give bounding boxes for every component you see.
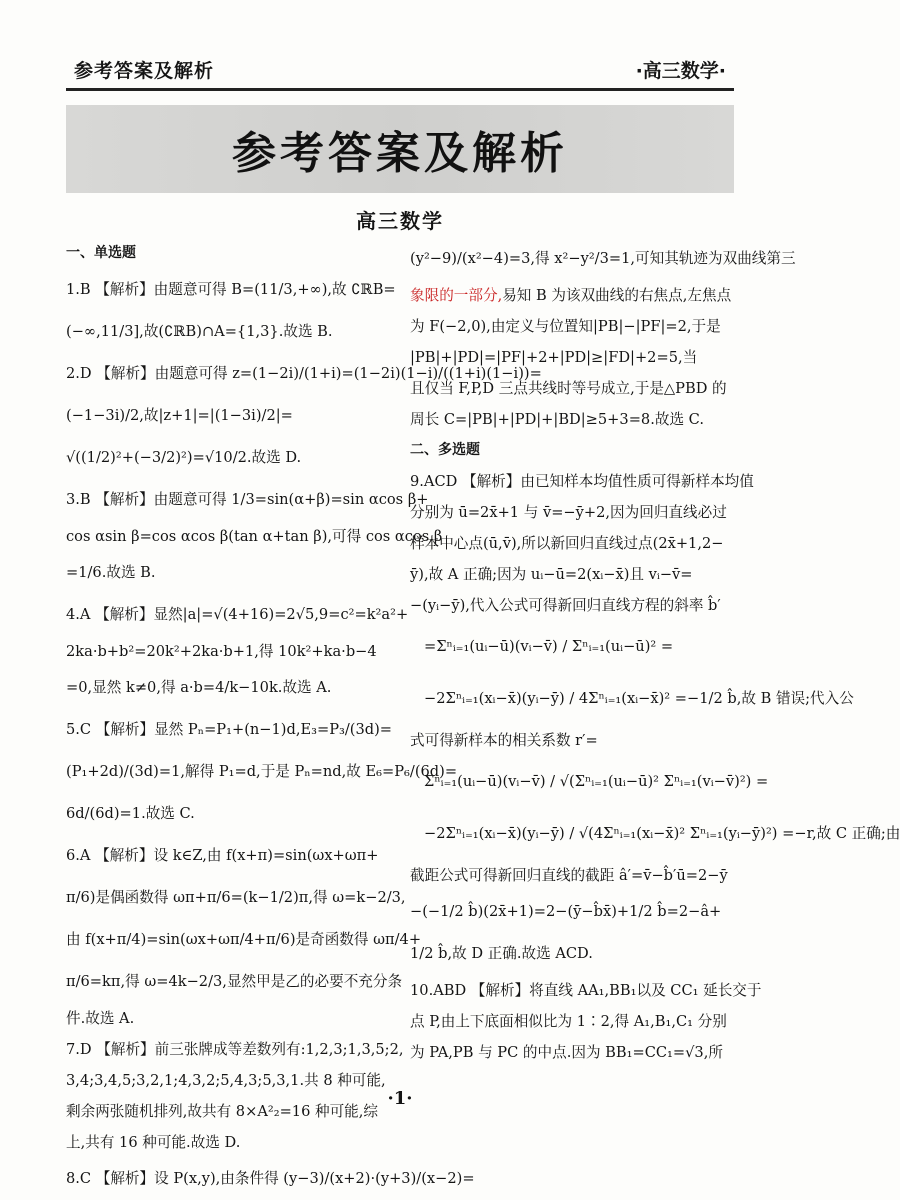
answer-line: 式可得新样本的相关系数 r′= (410, 732, 598, 749)
header-divider (66, 88, 734, 91)
header-title: 参考答案及解析 (74, 60, 215, 82)
formula-line: −2Σⁿᵢ₌₁(xᵢ−x̄)(yᵢ−ȳ) / 4Σⁿᵢ₌₁(xᵢ−x̄)² =−1/2 b̂,故 B 错误;代入公 (424, 690, 854, 707)
answer-line: 分别为 ū=2x̄+1 与 v̄=−ȳ+2,因为回归直线必过 (410, 504, 727, 521)
answer-q6 (66, 835, 422, 1034)
answer-line: 截距公式可得新回归直线的截距 â′=v̄−b̂′ū=2−ȳ (410, 867, 728, 884)
answer-line: π/6)是偶函数得 ωπ+π/6=(k−1/2)π,得 ω=k−2/3, (66, 889, 406, 906)
title-banner (66, 105, 734, 193)
answer-line: 由 f(x+π/4)=sin(ωx+ωπ/4+π/6)是奇函数得 ωπ/4+ (66, 931, 422, 948)
answer-line: 1/2 b̂,故 D 正确.故选 ACD. (410, 945, 593, 962)
answer-line: 6.A 【解析】设 k∈Z,由 f(x+π)=sin(ωx+ωπ+ (66, 847, 379, 864)
answer-line: 9.ACD 【解析】由已知样本均值性质可得新样本均值 (410, 473, 754, 490)
answer-q1 (66, 269, 396, 353)
answer-line: (P₁+2d)/(3d)=1,解得 P₁=d,于是 Pₙ=nd,故 E₆=P₆/(6d)= (66, 763, 458, 780)
answer-line: −(−1/2 b̂)(2x̄+1)=2−(ȳ−b̂x̄)+1/2 b̂=2−â+ (410, 903, 722, 920)
answer-line: 为 F(−2,0),由定义与位置知|PB|−|PF|=2,于是 (410, 318, 721, 335)
answer-line: 8.C 【解析】设 P(x,y),由条件得 (y−3)/(x+2)·(y+3)/(x−2)= (66, 1170, 475, 1187)
answer-line: 5.C 【解析】显然 Pₙ=P₁+(n−1)d,E₃=P₃/(3d)= (66, 721, 393, 738)
answer-q4 (66, 594, 409, 709)
page-number: ·1· (387, 1088, 413, 1109)
answer-q10 (410, 975, 762, 1068)
answer-line: 6d/(6d)=1.故选 C. (66, 805, 195, 822)
answer-line: 样本中心点(ū,v̄),所以新回归直线过点(2x̄+1,2− (410, 535, 724, 552)
section-heading-multi-choice: 二、多选题 (410, 442, 480, 458)
highlighted-phrase: 象限的一部分, (410, 287, 503, 304)
banner-title: 参考答案及解析 (232, 128, 568, 179)
answer-line: 2.D 【解析】由题意可得 z=(1−2i)/(1+i)=(1−2i)(1−i)/((1+i)(1−i))= (66, 365, 542, 382)
answer-line: 7.D 【解析】前三张牌成等差数列有:1,2,3;1,3,5;2, (66, 1041, 404, 1058)
subject-heading: 高三数学 (356, 209, 444, 233)
formula-line: Σⁿᵢ₌₁(uᵢ−ū)(vᵢ−v̄) / √(Σⁿᵢ₌₁(uᵢ−ū)² Σⁿᵢ₌₁(vᵢ−v̄)²) = (424, 773, 769, 790)
section-heading-single-choice: 一、单选题 (66, 245, 136, 261)
formula-line: =Σⁿᵢ₌₁(uᵢ−ū)(vᵢ−v̄) / Σⁿᵢ₌₁(uᵢ−ū)² = (424, 638, 674, 655)
answer-line: 点 P,由上下底面相似比为 1∶2,得 A₁,B₁,C₁ 分别 (410, 1013, 727, 1030)
answer-line: 上,共有 16 种可能.故选 D. (66, 1134, 241, 1151)
answer-line: 4.A 【解析】显然|a|=√(4+16)=2√5,9=c²=k²a²+ (66, 606, 409, 623)
answer-line: 3,4;3,4,5;3,2,1;4,3,2;5,4,3;5,3,1.共 8 种可能, (66, 1072, 386, 1089)
answer-line: 10.ABD 【解析】将直线 AA₁,BB₁以及 CC₁ 延长交于 (410, 982, 762, 999)
answer-line: 周长 C=|PB|+|PD|+|BD|≥5+3=8.故选 C. (410, 411, 704, 428)
answer-line: −(yᵢ−ȳ),代入公式可得新回归直线方程的斜率 b̂′ (410, 597, 721, 614)
header-subject: ·高三数学· (635, 60, 726, 82)
answer-line: 且仅当 F,P,D 三点共线时等号成立,于是△PBD 的 (410, 380, 727, 397)
answer-line: (y²−9)/(x²−4)=3,得 x²−y²/3=1,可知其轨迹为双曲线第三 (410, 250, 796, 267)
answer-line: =1/6.故选 B. (66, 564, 156, 581)
answer-line: 为 PA,PB 与 PC 的中点.因为 BB₁=CC₁=√3,所 (410, 1044, 723, 1061)
answer-line: √((1/2)²+(−3/2)²)=√10/2.故选 D. (66, 449, 302, 466)
answer-line: cos αsin β=cos αcos β(tan α+tan β),可得 cos αcos β (66, 528, 443, 545)
answer-line: ȳ),故 A 正确;因为 uᵢ−ū=2(xᵢ−x̄)且 vᵢ−v̄= (410, 566, 693, 583)
answer-q3 (66, 479, 443, 594)
answer-line: |PB|+|PD|=|PF|+2+|PD|≥|FD|+2=5,当 (410, 349, 698, 366)
right-column (410, 238, 900, 1068)
formula-line: −2Σⁿᵢ₌₁(xᵢ−x̄)(yᵢ−ȳ) / √(4Σⁿᵢ₌₁(xᵢ−x̄)² Σⁿᵢ₌₁(yᵢ−ȳ)²) =−r,故 C 正确;由 (424, 825, 900, 842)
answer-line: 易知 B 为该双曲线的右焦点,左焦点 (502, 287, 732, 304)
answer-line: (−1−3i)/2,故|z+1|=|(1−3i)/2|= (66, 407, 293, 424)
answer-line: 3.B 【解析】由题意可得 1/3=sin(α+β)=sin αcos β+ (66, 491, 429, 508)
answer-line: 2ka·b+b²=20k²+2ka·b+1,得 10k²+ka·b−4 (66, 643, 377, 660)
answer-q5 (66, 709, 458, 835)
answer-q9 (410, 466, 900, 975)
answer-line: =0,显然 k≠0,得 a·b=4/k−10k.故选 A. (66, 679, 332, 696)
answer-line: π/6=kπ,得 ω=4k−2/3,显然甲是乙的必要不充分条 (66, 973, 403, 990)
answer-line: 件.故选 A. (66, 1010, 135, 1027)
answer-q8-continued (410, 238, 796, 435)
answer-q8 (66, 1158, 475, 1200)
answer-line: 剩余两张随机排列,故共有 8×A²₂=16 种可能,综 (66, 1103, 379, 1120)
answer-line: 1.B 【解析】由题意可得 B=(11/3,+∞),故 ∁ℝB= (66, 281, 396, 298)
answer-line: (−∞,11/3],故(∁ℝB)∩A={1,3}.故选 B. (66, 323, 333, 340)
